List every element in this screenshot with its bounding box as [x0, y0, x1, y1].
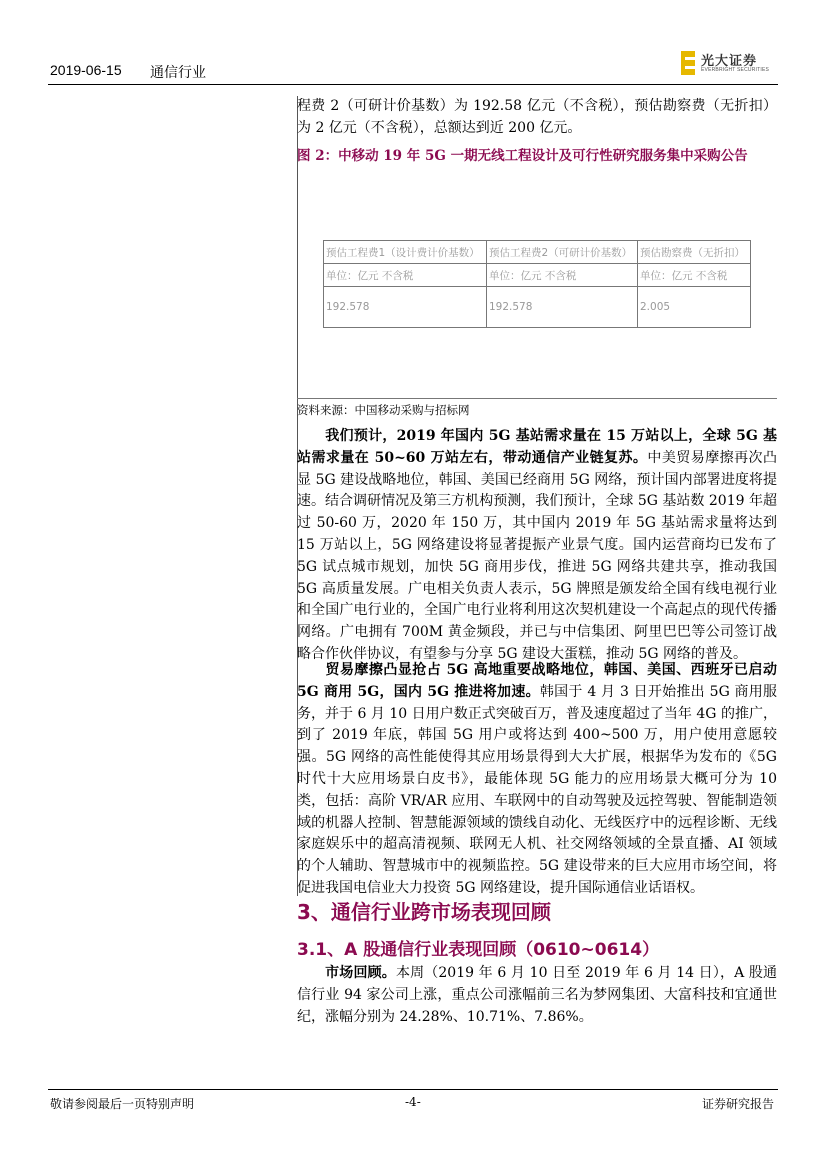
section-heading: 3、通信行业跨市场表现回顾 [297, 900, 551, 924]
logo-english-text: EVERBRIGHT SECURITIES [701, 67, 770, 73]
table-value-cell: 2.005 [638, 287, 751, 328]
table-header-cell: 预估工程费2（可研计价基数） [487, 241, 638, 264]
disclaimer-note: 敬请参阅最后一页特别声明 [50, 1097, 195, 1111]
footer-divider [48, 1089, 778, 1090]
forecast-lead: 我们预计，2019 年国内 5G 基站需求量在 15 万站以上，全球 5G 基站需求量在 50~60 万站左右，带动通信产业链复苏。 [297, 428, 777, 466]
logo-chinese-text: 光大证券 [701, 54, 758, 69]
industry-label: 通信行业 [150, 64, 206, 80]
table-value-cell: 192.578 [487, 287, 638, 328]
page-number: -4- [405, 1095, 421, 1109]
forecast-body: 中美贸易摩擦再次凸显 5G 建设战略地位，韩国、美国已经商用 5G 网络，预计国内部署进度将提速。结合调研情况及第三方机构预测，我们预计，全球 5G 基站数 2019 年超过 50-60 万，2020 年 150 万，其中国内 2019 年 5G 基站需求量将达到 15 万站以上，5G 网络建设将显著提振产业景气度。国内运营商均已发布了 5G 试点城市规划，加快 5G 商用步伐，推进 5G 网络共建共享，推动我国 5G 高质量发展。广电相关负责人表示，5G 牌照是颁发给全国有线电视行业和全国广电行业的，全国广电行业将利用这次契机建设一个高起点的现代传播网络。广电拥有 700M 黄金频段，并已与中信集团、阿里巴巴等公司签订战略合作伙伴协议，有望参与分享 5G 建设大蛋糕，推动 5G 网络的普及。 [297, 449, 778, 662]
table-unit-row [324, 264, 751, 287]
table-value-cell: 192.578 [324, 287, 487, 328]
figure-caption: 图 2：中移动 19 年 5G 一期无线工程设计及可行性研究服务集中采购公告 [297, 148, 748, 164]
market-body: 本周（2019 年 6 月 10 日至 2019 年 6 月 14 日），A 股通信行业 94 家公司上涨，重点公司涨幅前三名为梦网集团、大富科技和宜通世纪，涨幅分别为 24.28%、10.71%、7.86%。 [297, 965, 778, 1025]
everbright-logo [681, 50, 781, 78]
source-divider [297, 398, 777, 399]
table-unit-cell: 单位：亿元 不含税 [638, 264, 751, 287]
market-lead: 市场回顾。 [325, 965, 396, 981]
table-header-cell: 预估工程费1（设计费计价基数） [324, 241, 487, 264]
procurement-table [323, 240, 751, 328]
trade-paragraph [297, 660, 777, 900]
subsection-heading: 3.1、A 股通信行业表现回顾（0610~0614） [297, 940, 660, 960]
table-header-row [324, 241, 751, 264]
table-unit-cell: 单位：亿元 不含税 [324, 264, 487, 287]
report-type: 证券研究报告 [702, 1097, 775, 1111]
report-date: 2019-06-15 [50, 62, 122, 78]
trade-lead: 贸易摩擦凸显抢占 5G 高地重要战略地位，韩国、美国、西班牙已启动 5G 商用 5G，国内 5G 推进将加速。 [297, 662, 777, 700]
table-header-cell: 预估勘察费（无折扣） [638, 241, 751, 264]
table-row [324, 287, 751, 328]
logo-mark-icon [681, 51, 695, 75]
market-paragraph [297, 963, 777, 1028]
figure-source: 资料来源：中国移动采购与招标网 [297, 403, 470, 417]
trade-body: 韩国于 4 月 3 日开始推出 5G 商用服务，并于 6 月 10 日用户数正式突破百万，普及速度超过了当年 4G 的推广，到了 2019 年底，韩国 5G 用户或将达到 400~500 万，用户使用意愿较强。5G 网络的高性能使得其应用场景得到大大扩展，根据华为发布的《5G 时代十大应用场景白皮书》，最能体现 5G 能力的应用场景大概可分为 10 类，包括：高阶 VR/AR 应用、车联网中的自动驾驶及远控驾驶、智能制造领域的机器人控制、智慧能源领域的馈线自动化、无线医疗中的远程诊断、无线家庭娱乐中的超高清视频、联网无人机、社交网络领域的全景直播、AI 领域的个人辅助、智慧城市中的视频监控。5G 建设带来的巨大应用市场空间，将促进我国电信业大力投资 5G 网络建设，提升国际通信业话语权。 [297, 683, 777, 896]
forecast-paragraph [297, 426, 777, 666]
intro-paragraph: 程费 2（可研计价基数）为 192.58 亿元（不含税），预估勘察费（无折扣）为 2 亿元（不含税），总额达到近 200 亿元。 [297, 98, 777, 136]
table-unit-cell: 单位：亿元 不含税 [487, 264, 638, 287]
header-divider [48, 84, 778, 85]
